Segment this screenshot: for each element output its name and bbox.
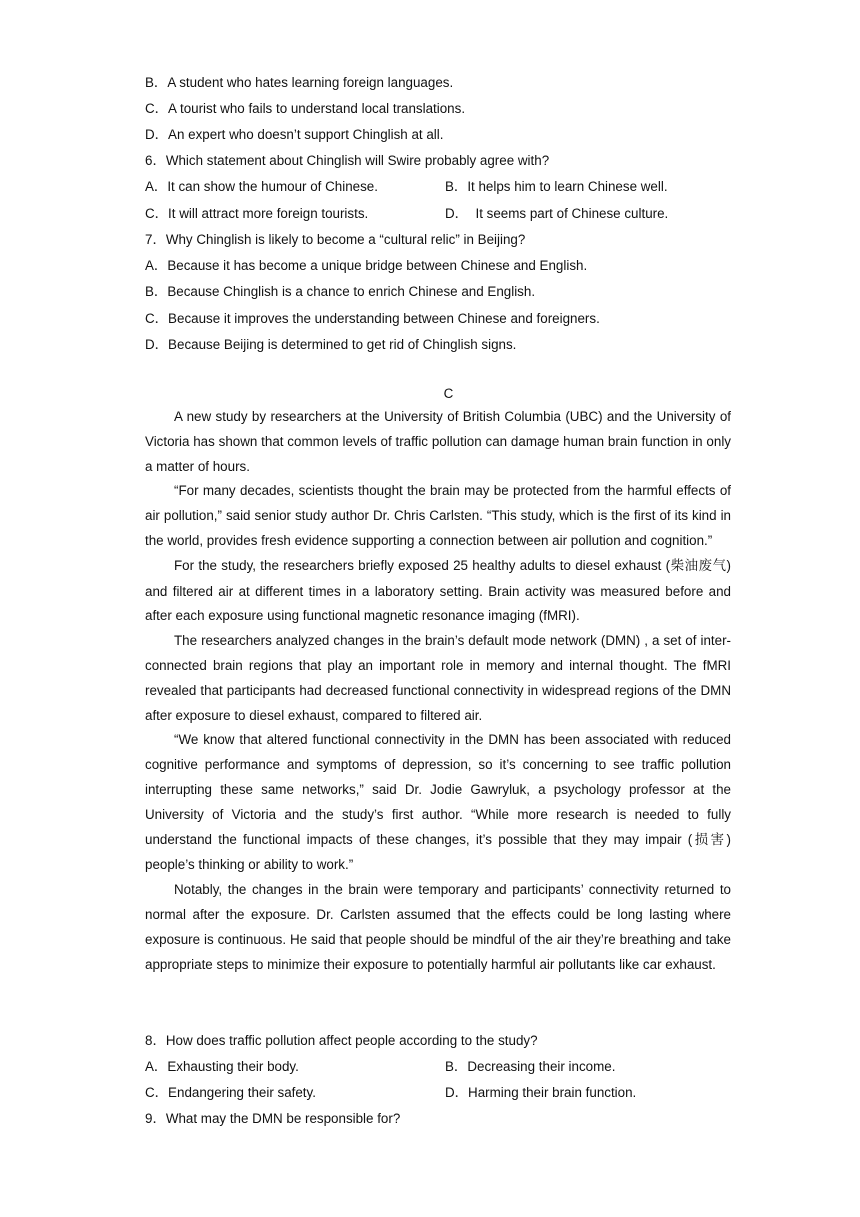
q5-option-c: C．A tourist who fails to understand local translations. <box>145 101 466 116</box>
passage-paragraph-2: “For many decades, scientists thought the brain may be protected from the harmful effects of air pollution,” said senior study author Dr. Chris Carlsten. “This study, which is the first of its kind in the world, provides fresh evidence supporting a connection between air pollution and cognition.” <box>145 483 731 548</box>
paragraph-5-text-b: ) people’s thinking or ability to work.” <box>145 831 732 873</box>
q8-option-b: B．Decreasing their income. <box>445 1059 616 1074</box>
q5-option-d: D．An expert who doesn’t support Chinglish at all. <box>145 127 444 142</box>
q7-option-b: B．Because Chinglish is a chance to enrich Chinese and English. <box>145 284 536 299</box>
q6-option-d: D． It seems part of Chinese culture. <box>445 206 669 221</box>
q7-option-c: C．Because it improves the understanding between Chinese and foreigners. <box>145 311 600 326</box>
passage-c <box>145 405 731 977</box>
q8-option-c: C．Endangering their safety. <box>145 1085 316 1100</box>
q7-option-d: D．Because Beijing is determined to get rid of Chinglish signs. <box>145 337 517 352</box>
q7-stem: 7．Why Chinglish is likely to become a “cultural relic” in Beijing? <box>145 232 526 247</box>
paragraph-3-gloss: 柴油废气 <box>670 558 727 574</box>
passage-paragraph-1: A new study by researchers at the University of British Columbia (UBC) and the University of Victoria has shown that common levels of traffic pollution can damage human brain function in only a matter of hours. <box>145 409 731 474</box>
passage-paragraph-5 <box>145 728 731 878</box>
paragraph-5-gloss: 损害 <box>692 832 727 848</box>
q5-option-b: B．A student who hates learning foreign languages. <box>145 75 454 90</box>
q6-option-a: A．It can show the humour of Chinese. <box>145 179 378 194</box>
paragraph-3-text-a: For the study, the researchers briefly exposed 25 healthy adults to diesel exhaust ( <box>174 557 671 573</box>
passage-paragraph-6: Notably, the changes in the brain were temporary and participants’ connectivity returned to normal after the exposure. Dr. Carlsten assumed that the effects could be long lasting where exposure is continuous. He said that people should be mindful of the air they’re breathing and take appropriate steps to minimize their exposure to potentially harmful air pollutants like car exhaust. <box>145 882 731 972</box>
q6-option-b: B．It helps him to learn Chinese well. <box>445 179 668 194</box>
passage-paragraph-4: The researchers analyzed changes in the brain’s default mode network (DMN) , a set of inter-connected brain regions that play an important role in memory and internal thought. The fMRI revealed that participants had decreased functional connectivity in widespread regions of the DMN after exposure to diesel exhaust, compared to filtered air. <box>145 633 731 723</box>
paragraph-3-text-b: ) and filtered air at different times in a laboratory setting. Brain activity was measured before and after each exposure using functional magnetic resonance imaging (fMRI). <box>145 557 732 624</box>
passage-paragraph-3 <box>145 554 731 629</box>
q7-option-a: A．Because it has become a unique bridge between Chinese and English. <box>145 258 588 273</box>
q8-option-d: D．Harming their brain function. <box>445 1085 637 1100</box>
q6-option-c: C．It will attract more foreign tourists. <box>145 206 369 221</box>
paragraph-5-text-a: “We know that altered functional connectivity in the DMN has been associated with reduced cognitive performance and symptoms of depression, so it’s concerning to see traffic pollution interrupting these same networks,” said Dr. Jodie Gawryluk, a psychology professor at the University of Victoria and the study’s first author. “While more research is needed to fully understand the functional impacts of these changes, it’s possible that they may impair ( <box>145 732 731 847</box>
q6-stem: 6．Which statement about Chinglish will Swire probably agree with? <box>145 153 550 168</box>
q8-option-a: A．Exhausting their body. <box>145 1059 299 1074</box>
section-heading: C <box>443 386 454 401</box>
q9-stem: 9．What may the DMN be responsible for? <box>145 1111 401 1126</box>
q8-stem: 8．How does traffic pollution affect people according to the study? <box>145 1033 538 1048</box>
